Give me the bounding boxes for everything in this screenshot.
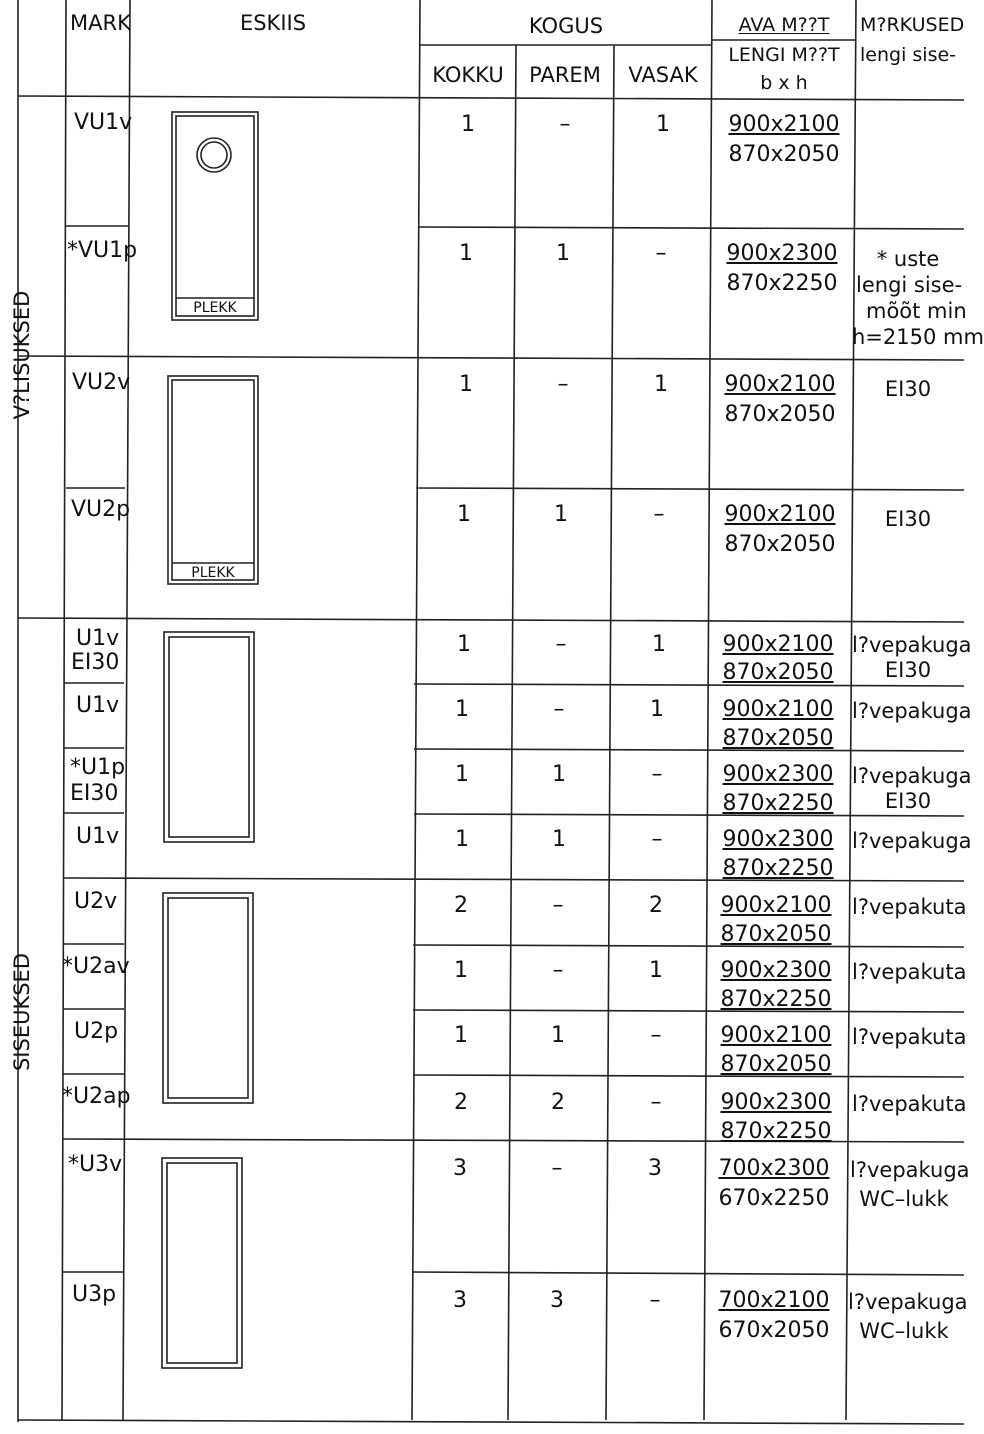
row-vasak: 1 xyxy=(652,632,666,657)
row-parem: – xyxy=(555,632,567,657)
row-ava-moot: 900x2100 xyxy=(724,372,836,397)
row-lengi-moot: 870x2250 xyxy=(722,856,834,881)
row-parem: 1 xyxy=(552,762,566,787)
row-markused: l?vepakuga xyxy=(852,699,972,723)
row-parem: 1 xyxy=(554,502,568,527)
door-sketch-u1 xyxy=(164,632,254,842)
row-markused: l?vepakuta xyxy=(852,1025,967,1049)
row-lengi-moot: 870x2050 xyxy=(720,1052,832,1077)
row-mark: U2p xyxy=(74,1019,119,1044)
row-parem: 1 xyxy=(552,827,566,852)
row-parem: – xyxy=(552,893,564,918)
header-lengi-sise: lengi sise- xyxy=(860,44,957,66)
header-kokku: KOKKU xyxy=(432,63,504,87)
row-vasak: 3 xyxy=(648,1156,662,1181)
row-kokku: 1 xyxy=(455,762,469,787)
row-kokku: 1 xyxy=(459,241,473,266)
row-markused-line: EI30 xyxy=(884,789,932,813)
row-vasak: 1 xyxy=(649,958,663,983)
group-label-siseuksed: SISEUKSED xyxy=(10,952,34,1072)
row-mark: *U1p xyxy=(70,755,126,780)
row-ava-moot: 900x2100 xyxy=(720,1023,832,1048)
row-vasak: – xyxy=(653,502,665,527)
row-vasak: – xyxy=(655,241,667,266)
header-parem: PAREM xyxy=(529,63,601,87)
row-parem: 1 xyxy=(556,241,570,266)
row-markused-line: WC–lukk xyxy=(859,1319,949,1343)
row-lengi-moot: 870x2050 xyxy=(724,532,836,557)
row-lengi-moot: 870x2250 xyxy=(722,791,834,816)
row-markused-line: mõõt min xyxy=(866,299,967,323)
row-mark: U1v xyxy=(76,626,120,651)
row-mark: *U2av xyxy=(62,954,130,979)
row-lengi-moot: 870x2250 xyxy=(720,987,832,1012)
door-sketch-vu2 xyxy=(168,376,258,584)
header-markused: M?RKUSED xyxy=(860,14,965,36)
row-kokku: 2 xyxy=(454,1090,468,1115)
header-mark: MARK xyxy=(70,11,131,35)
row-parem: – xyxy=(551,1156,563,1181)
row-parem: – xyxy=(553,697,565,722)
row-lengi-moot: 870x2250 xyxy=(726,271,838,296)
row-ava-moot: 900x2100 xyxy=(720,893,832,918)
row-markused-line: lengi sise- xyxy=(856,273,963,297)
row-lengi-moot: 870x2250 xyxy=(720,1119,832,1144)
row-lengi-moot: 670x2250 xyxy=(718,1186,830,1211)
sketch-label-plekk: PLEKK xyxy=(191,565,235,581)
row-ava-moot: 900x2300 xyxy=(722,827,834,852)
row-ava-moot: 900x2100 xyxy=(722,632,834,657)
row-markused: l?vepakuga xyxy=(852,829,972,853)
row-parem: 3 xyxy=(550,1288,564,1313)
row-mark: U3p xyxy=(72,1282,117,1307)
row-markused: l?vepakuga xyxy=(852,764,972,788)
row-ava-moot: 900x2100 xyxy=(724,502,836,527)
row-vasak: – xyxy=(649,1288,661,1313)
door-sketch-u2 xyxy=(163,893,253,1103)
row-lengi-moot: 670x2050 xyxy=(718,1318,830,1343)
row-markused-line: WC–lukk xyxy=(859,1187,949,1211)
grid-line xyxy=(123,0,130,1420)
row-kokku: 1 xyxy=(454,1023,468,1048)
row-markused: l?vepakuta xyxy=(852,1092,967,1116)
row-mark: *VU1p xyxy=(67,238,138,263)
row-mark-line: EI30 xyxy=(71,650,120,675)
header-b-x-h: b x h xyxy=(760,72,808,94)
row-markused: l?vepakuga xyxy=(852,633,972,657)
sketch-label-plekk: PLEKK xyxy=(193,300,237,316)
row-vasak: 1 xyxy=(654,372,668,397)
grid-line xyxy=(18,96,964,100)
group-label-valisuksed: V?LISUKSED xyxy=(10,290,34,420)
row-markused-line: EI30 xyxy=(884,658,932,682)
row-markused: l?vepakuga xyxy=(850,1158,970,1182)
row-lengi-moot: 870x2050 xyxy=(722,660,834,685)
row-parem: – xyxy=(552,958,564,983)
row-ava-moot: 900x2300 xyxy=(726,241,838,266)
row-lengi-moot: 870x2050 xyxy=(720,922,832,947)
row-vasak: – xyxy=(651,762,663,787)
row-markused: EI30 xyxy=(884,507,932,531)
row-vasak: 1 xyxy=(650,697,664,722)
row-kokku: 3 xyxy=(453,1288,467,1313)
row-vasak: 2 xyxy=(649,893,663,918)
row-markused-line: h=2150 mm xyxy=(852,325,984,349)
header-lengi-moot: LENGI M??T xyxy=(728,44,840,66)
door-window-icon xyxy=(197,138,231,172)
header-kogus: KOGUS xyxy=(528,14,604,38)
row-kokku: 1 xyxy=(455,697,469,722)
row-kokku: 1 xyxy=(459,372,473,397)
door-sketch-vu1 xyxy=(172,112,258,320)
row-mark: VU2v xyxy=(72,370,131,395)
row-kokku: 2 xyxy=(454,893,468,918)
row-kokku: 1 xyxy=(457,502,471,527)
row-mark: *U2ap xyxy=(62,1084,131,1109)
row-kokku: 1 xyxy=(455,827,469,852)
row-vasak: – xyxy=(651,827,663,852)
row-mark-line: EI30 xyxy=(70,781,119,806)
row-kokku: 3 xyxy=(453,1156,467,1181)
door-sketch-u3 xyxy=(162,1158,242,1368)
row-markused: l?vepakuta xyxy=(852,895,967,919)
row-kokku: 1 xyxy=(461,112,475,137)
row-markused: * uste xyxy=(876,247,940,271)
row-vasak: – xyxy=(650,1090,662,1115)
header-eskiis: ESKIIS xyxy=(239,11,307,35)
row-ava-moot: 900x2300 xyxy=(720,1090,832,1115)
row-markused: EI30 xyxy=(884,377,932,401)
row-lengi-moot: 870x2050 xyxy=(728,142,840,167)
row-parem: – xyxy=(559,112,571,137)
row-mark: U1v xyxy=(76,693,120,718)
row-ava-moot: 900x2100 xyxy=(728,112,840,137)
row-markused: l?vepakuga xyxy=(848,1290,968,1314)
row-ava-moot: 900x2300 xyxy=(722,762,834,787)
row-mark: U2v xyxy=(74,889,118,914)
row-vasak: 1 xyxy=(656,112,670,137)
row-kokku: 1 xyxy=(457,632,471,657)
row-ava-moot: 900x2300 xyxy=(720,958,832,983)
row-mark: VU1v xyxy=(74,110,133,135)
row-parem: – xyxy=(557,372,569,397)
row-parem: 2 xyxy=(551,1090,565,1115)
row-ava-moot: 700x2300 xyxy=(718,1156,830,1181)
grid-line xyxy=(62,0,66,1420)
row-markused: l?vepakuta xyxy=(852,960,967,984)
row-vasak: – xyxy=(650,1023,662,1048)
header-vasak: VASAK xyxy=(628,63,698,87)
row-lengi-moot: 870x2050 xyxy=(722,726,834,751)
row-mark: *U3v xyxy=(68,1152,123,1177)
row-ava-moot: 900x2100 xyxy=(722,697,834,722)
row-mark: VU2p xyxy=(71,497,131,522)
row-mark: U1v xyxy=(76,824,120,849)
header-ava-moot: AVA M??T xyxy=(738,14,830,36)
row-ava-moot: 700x2100 xyxy=(718,1288,830,1313)
row-lengi-moot: 870x2050 xyxy=(724,402,836,427)
row-parem: 1 xyxy=(551,1023,565,1048)
row-kokku: 1 xyxy=(454,958,468,983)
